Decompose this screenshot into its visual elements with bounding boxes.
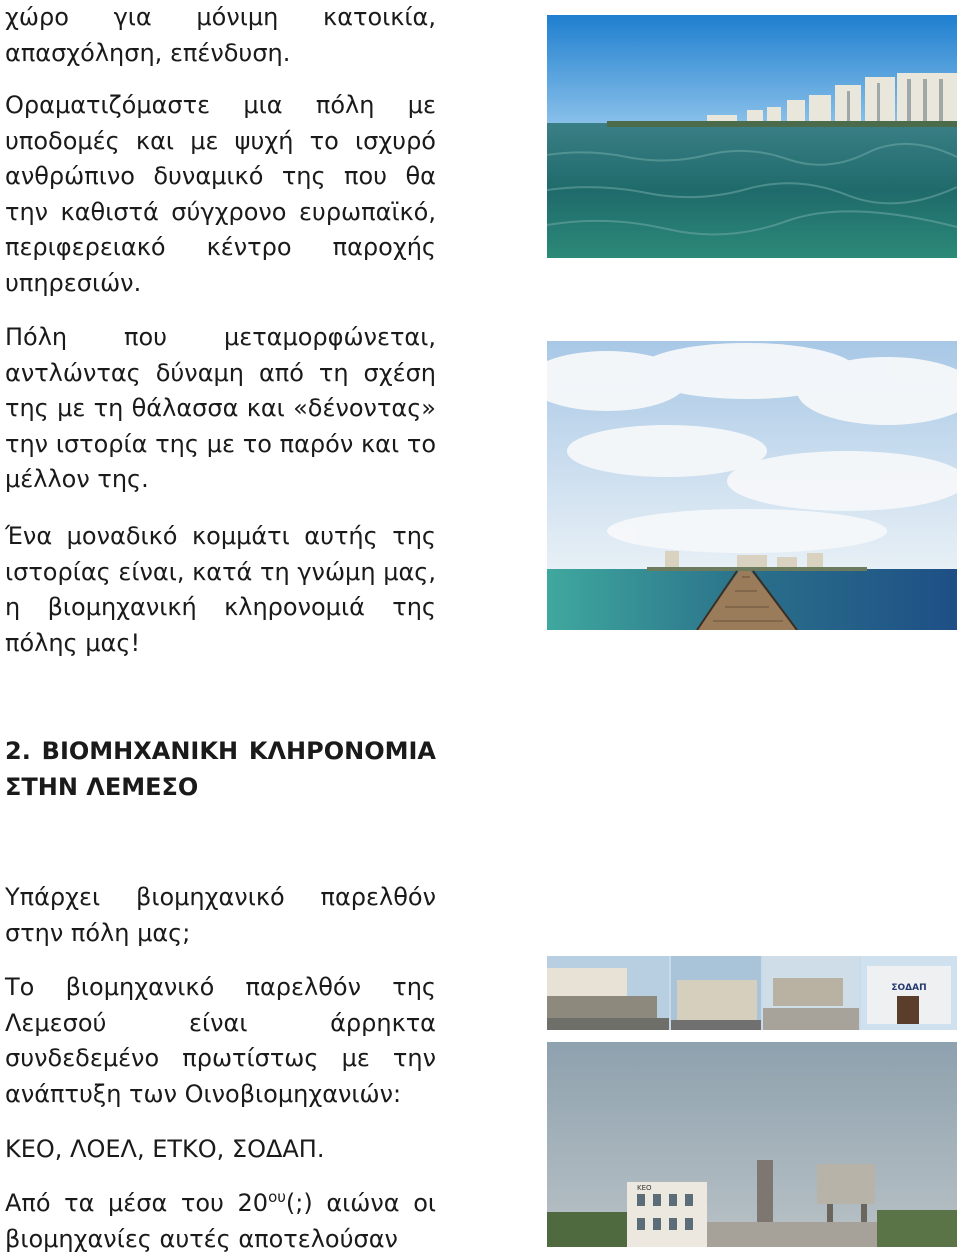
text-block-question bbox=[5, 880, 436, 951]
century-text-a: Από τα μέσα του 20 bbox=[5, 1189, 269, 1217]
photo-seafront bbox=[547, 15, 957, 258]
paragraph-vision: Οραματιζόμαστε μια πόλη με υποδομές και με ψυχή το ισχυρό ανθρώπινο δυναμικό της που θα την καθιστά σύγχρονο ευρωπαϊκό, περιφερειακό κέντρο παροχής υπηρεσιών. bbox=[5, 91, 436, 297]
paragraph-question: Υπάρχει βιομηχανικό παρελθόν στην πόλη μας; bbox=[5, 883, 436, 947]
sign-sodap: ΣΟΔΑΠ bbox=[891, 983, 927, 993]
heading-line: ΣΤΗΝ ΛΕΜΕΣΟ bbox=[5, 772, 199, 801]
century-superscript: ου bbox=[268, 1188, 286, 1206]
paragraph-names: ΚΕΟ, ΛΟΕΛ, ΕΤΚΟ, ΣΟΔΑΠ. bbox=[5, 1135, 325, 1163]
paragraph-sea: Πόλη που μεταμορφώνεται, αντλώντας δύναμη από τη σχέση της με τη θάλασσα και «δένοντας» την ιστορία της με το παρόν και το μέλλον της. bbox=[5, 323, 436, 493]
text-block-wineries bbox=[5, 970, 436, 1112]
photo-factory bbox=[547, 1042, 957, 1247]
century-text-b: (;) αιώνα οι βιομηχανίες αυτές αποτελούσαν bbox=[5, 1189, 437, 1253]
text-block-top bbox=[5, 0, 436, 71]
text-block-history bbox=[5, 519, 436, 661]
photo-industrial-collage bbox=[547, 956, 957, 1030]
paragraph-century bbox=[5, 1186, 436, 1257]
text-block-names bbox=[5, 1132, 436, 1168]
paragraph-line: χώρο για μόνιμη κατοικία, bbox=[5, 3, 436, 31]
paragraph-history: Ένα μοναδικό κομμάτι αυτής της ιστορίας είναι, κατά τη γνώμη μας, η βιομηχανική κληρονομιά της πόλης μας! bbox=[5, 522, 436, 657]
sign-keo: ΚΕΟ bbox=[637, 1184, 652, 1192]
text-block-vision bbox=[5, 88, 436, 301]
photo-pier bbox=[547, 341, 957, 630]
paragraph-continuation bbox=[5, 0, 436, 71]
paragraph-wineries: Το βιομηχανικό παρελθόν της Λεμεσού είναι άρρηκτα συνδεδεμένο πρωτίστως με την ανάπτυξη των Οινοβιομηχανιών: bbox=[5, 973, 436, 1108]
paragraph-line: απασχόληση, επένδυση. bbox=[5, 38, 291, 67]
text-block-century bbox=[5, 1186, 436, 1257]
section-heading bbox=[5, 734, 436, 805]
text-block-sea bbox=[5, 320, 436, 498]
heading-line: 2. ΒΙΟΜΗΧΑΝΙΚΗ ΚΛΗΡΟΝΟΜΙΑ bbox=[5, 737, 436, 765]
